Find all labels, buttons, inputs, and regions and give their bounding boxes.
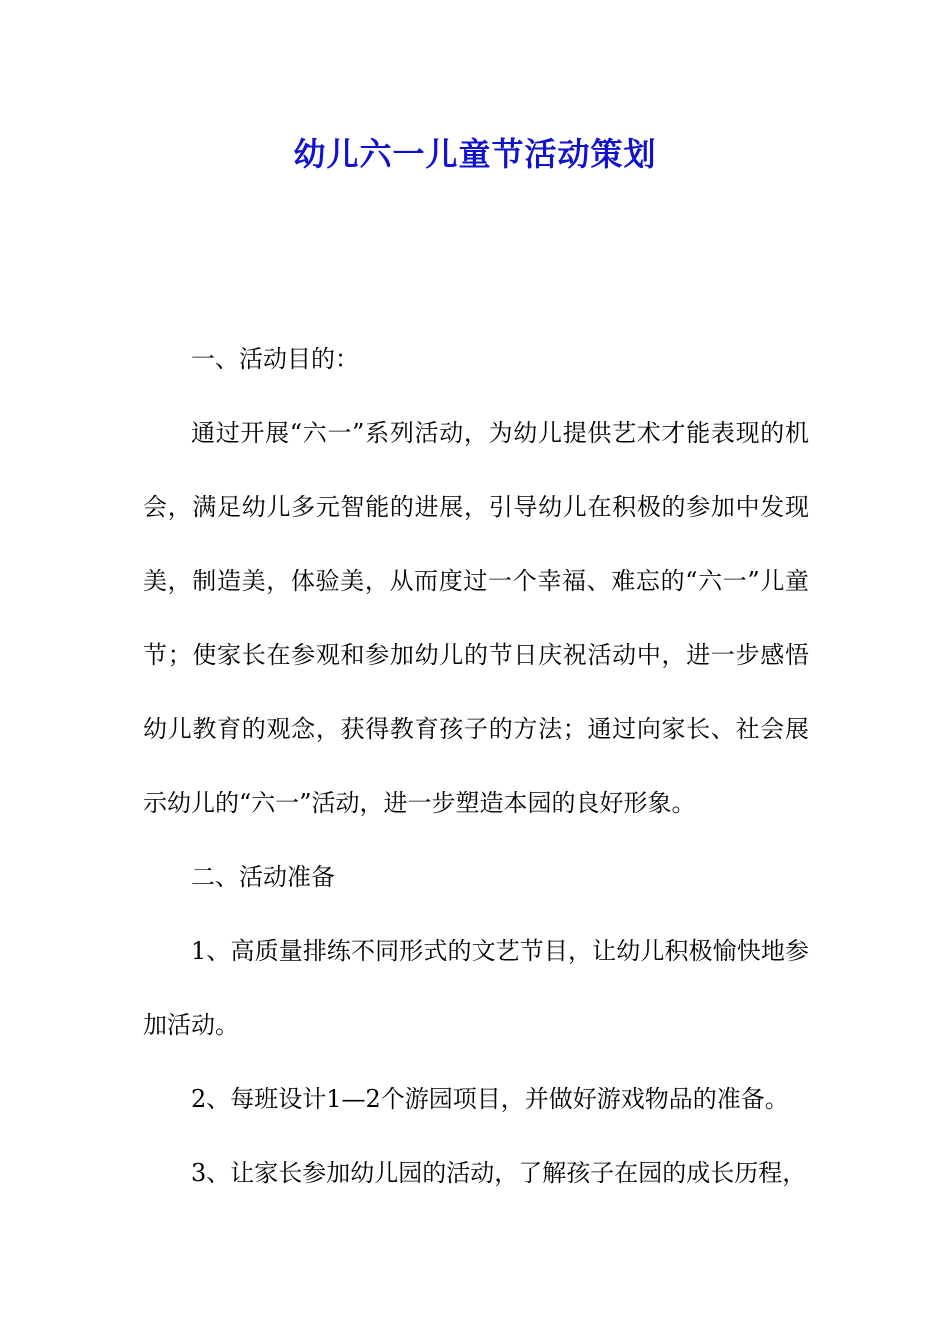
section-heading-purpose: 一、活动目的：: [191, 345, 359, 373]
document-title: 幼儿六一儿童节活动策划: [293, 135, 657, 173]
section-heading-preparation: 二、活动准备: [191, 863, 335, 891]
list-item-2: 2、每班设计1—2个游园项目，并做好游戏物品的准备。: [191, 1085, 789, 1113]
list-item-3: 3、让家长参加幼儿园的活动，了解孩子在园的成长历程，: [191, 1159, 807, 1187]
list-item-1: 1、高质量排练不同形式的文艺节目，让幼儿积极愉快地参加活动。: [143, 937, 809, 1039]
document-body: [143, 322, 809, 1210]
paragraph-purpose: 通过开展“六一”系列活动，为幼儿提供艺术才能表现的机会，满足幼儿多元智能的进展，引导幼儿在积极的参加中发现美，制造美，体验美，从而度过一个幸福、难忘的“六一”儿童节；使家长在参观和参加幼儿的节日庆祝活动中，进一步感悟幼儿教育的观念，获得教育孩子的方法；通过向家长、社会展示幼儿的“六一”活动，进一步塑造本园的良好形象。: [143, 419, 809, 817]
